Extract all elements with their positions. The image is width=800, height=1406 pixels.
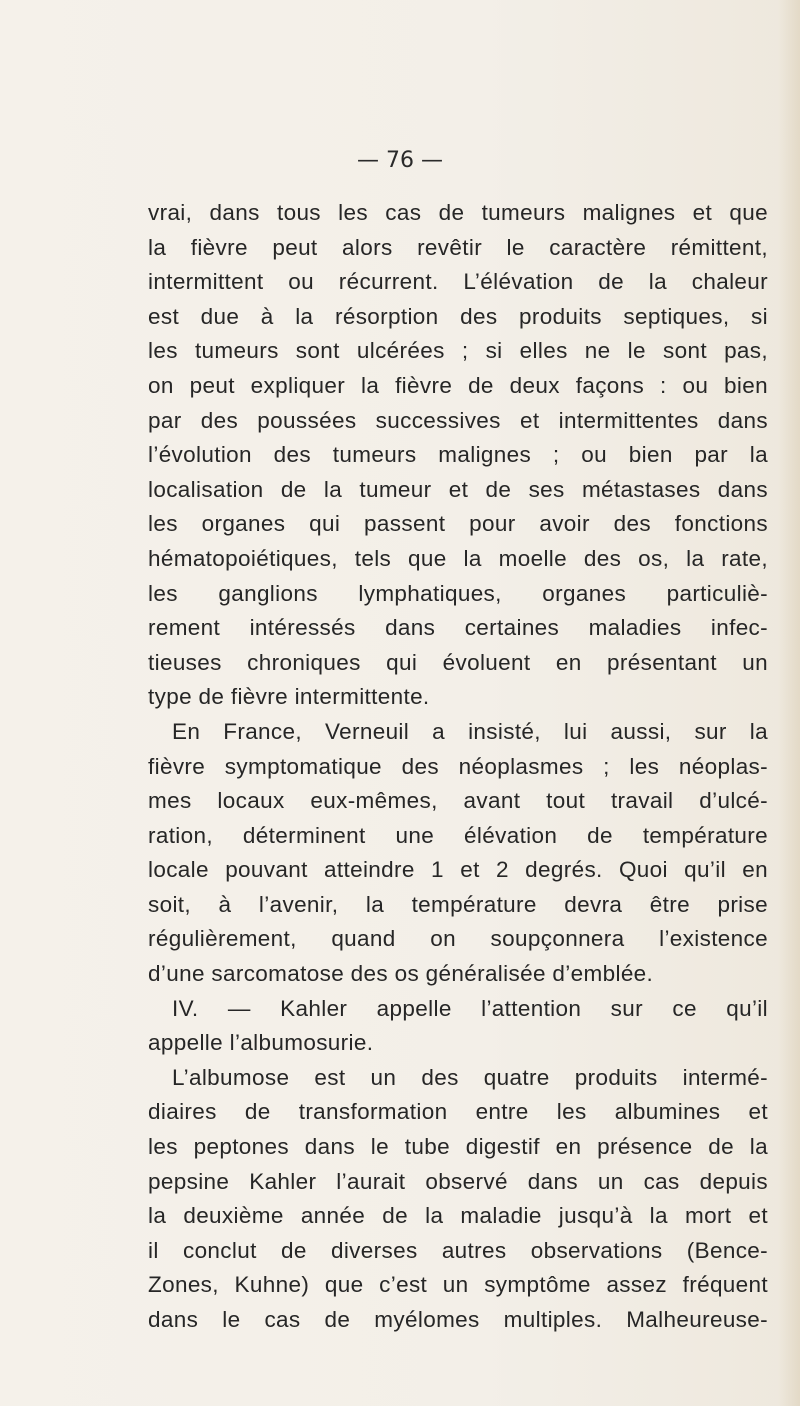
text-line: est due à la résorption des produits septiques, si xyxy=(148,303,768,329)
text-line: Zones, Kuhne) que c’est un symptôme assez fréquent xyxy=(148,1272,768,1298)
text-line: type de fièvre intermittente. xyxy=(148,684,430,710)
paragraph-4 xyxy=(148,1061,768,1338)
text-line: rement intéressés dans certaines maladies infec- xyxy=(148,615,768,641)
text-line: tieuses chroniques qui évoluent en présentant un xyxy=(148,649,768,675)
text-line: diaires de transformation entre les albumines et xyxy=(148,1099,768,1125)
text-line: hématopoiétiques, tels que la moelle des os, la rate, xyxy=(148,545,768,571)
text-line: appelle l’albumosurie. xyxy=(148,1030,374,1056)
paragraph-3 xyxy=(148,992,768,1061)
text-line: vrai, dans tous les cas de tumeurs malignes et que xyxy=(148,200,768,225)
text-line: localisation de la tumeur et de ses métastases dans xyxy=(148,476,768,502)
text-line: la fièvre peut alors revêtir le caractère rémittent, xyxy=(148,234,768,260)
text-line: l’évolution des tumeurs malignes ; ou bien par la xyxy=(148,442,768,468)
text-line: intermittent ou récurrent. L’élévation de la chaleur xyxy=(148,269,768,295)
paragraph-2 xyxy=(148,715,768,992)
text-line: dans le cas de myélomes multiples. Malheureuse- xyxy=(148,1307,768,1332)
text-line: par des poussées successives et intermittentes dans xyxy=(148,407,768,433)
text-line: il conclut de diverses autres observations (Bence- xyxy=(148,1237,768,1263)
text-line: En France, Verneuil a insisté, lui aussi, sur la xyxy=(172,718,768,744)
text-line: les peptones dans le tube digestif en présence de la xyxy=(148,1134,768,1160)
paragraph-1 xyxy=(148,196,768,715)
text-line: les ganglions lymphatiques, organes particuliè- xyxy=(148,580,768,606)
page-edge-shadow xyxy=(778,0,800,1406)
text-line: L’albumose est un des quatre produits intermé- xyxy=(172,1064,768,1090)
text-line: ration, déterminent une élévation de température xyxy=(148,822,768,848)
text-line: régulièrement, quand on soupçonnera l’existence xyxy=(148,926,768,952)
text-line: fièvre symptomatique des néoplasmes ; les néoplas- xyxy=(148,753,768,779)
text-line: IV. — Kahler appelle l’attention sur ce qu’il xyxy=(172,995,768,1021)
text-line: on peut expliquer la fièvre de deux façons : ou bien xyxy=(148,372,768,398)
text-line: pepsine Kahler l’aurait observé dans un cas depuis xyxy=(148,1168,768,1194)
text-line: la deuxième année de la maladie jusqu’à la mort et xyxy=(148,1203,768,1229)
text-line: les tumeurs sont ulcérées ; si elles ne le sont pas, xyxy=(148,338,768,364)
text-line: d’une sarcomatose des os généralisée d’emblée. xyxy=(148,961,654,987)
text-line: mes locaux eux-mêmes, avant tout travail d’ulcé- xyxy=(148,788,768,814)
text-line: soit, à l’avenir, la température devra être prise xyxy=(148,891,768,917)
page-number: — 76 — xyxy=(357,148,443,173)
page-text xyxy=(148,196,768,1338)
text-line: locale pouvant atteindre 1 et 2 degrés. Quoi qu’il en xyxy=(148,857,768,883)
text-line: les organes qui passent pour avoir des fonctions xyxy=(148,511,768,537)
